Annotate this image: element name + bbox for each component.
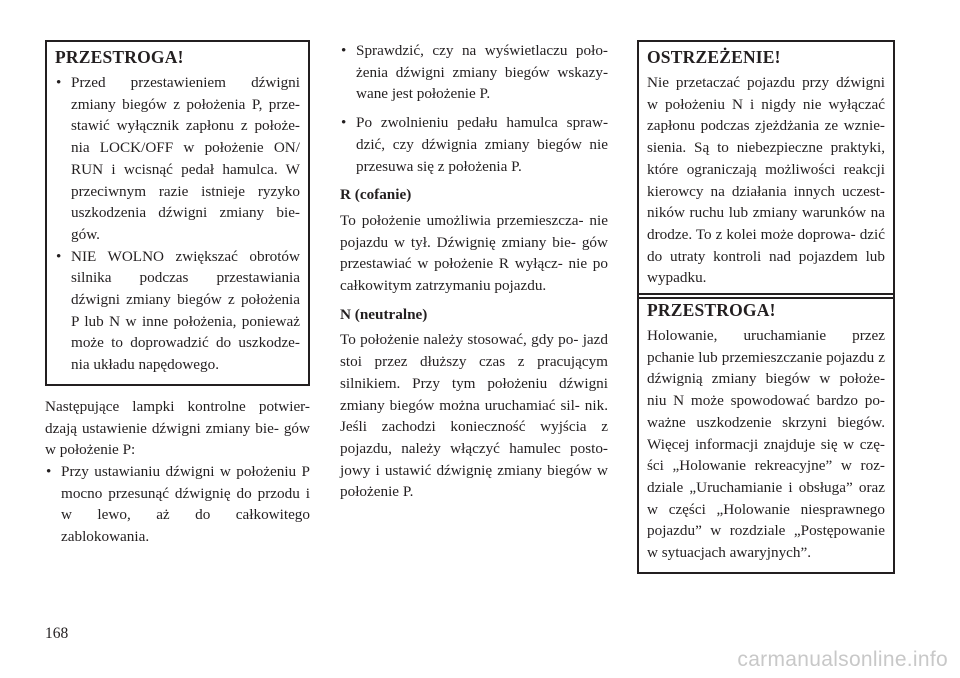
bullet-icon: •	[56, 247, 62, 265]
column-left	[45, 40, 310, 548]
column-middle	[340, 40, 608, 503]
bullet-icon: •	[56, 74, 62, 91]
list-item-text: Przed przestawieniem dźwigni zmiany biegów z położenia P, prze- stawić wyłącznik zapłonu z położe- nia LOCK/OFF w położenie ON/ RUN i wcisnąć pedał hamulca. W przeciwnym razie istnieje ryzyko uszkodzenia dźwigni zmiany bie- gów.	[71, 74, 300, 243]
caution-text: Holowanie, uruchamianie przez pchanie lub przemieszczanie pojazdu z dźwignią zmiany biegów w położe- niu N może spowodować bardzo po- ważne uszkodzenie skrzyni biegów. Więcej informacji znajduje się w czę- ści „Holowanie rekreacyjne” w roz- dziale „Uruchamianie i obsługa” oraz w części „Holowanie niesprawnego pojazdu” w rozdziale „Postępowanie w sytuacjach awaryjnych”.	[647, 327, 885, 562]
warning-box	[637, 40, 895, 299]
list-item	[340, 112, 608, 177]
warning-text: Nie przetaczać pojazdu przy dźwigni w położeniu N i nigdy nie wyłączać zapłonu podczas zjeżdżania ze wznie- sienia. Są to niebezpieczne praktyki, które ograniczają możliwości reakcji kierowcy na działania innych uczest- ników ruchu lub zmiany warunków na drodze. To z kolei może doprowa- dzić do utraty kontroli nad pojazdem lub wypadku.	[647, 74, 885, 287]
bullet-icon: •	[341, 42, 347, 59]
list-item-text: Przy ustawianiu dźwigni w położeniu P mocno przesunąć dźwignię do przodu i w lewo, aż do całkowitego zablokowania.	[61, 462, 310, 546]
page-number: 168	[45, 625, 69, 642]
bullet-list	[45, 461, 310, 548]
list-item	[340, 40, 608, 105]
bullet-list	[340, 40, 608, 177]
caution-list	[55, 72, 300, 376]
list-item-text: NIE WOLNO zwiększać obrotów silnika podczas przestawiania dźwigni zmiany biegów z położenia P lub N w inne położenia, ponieważ może to doprowadzić do uszkodze- nia układu napędowego.	[71, 247, 300, 374]
list-item	[55, 72, 300, 246]
watermark: carmanualsonline.info	[737, 648, 948, 671]
column-right	[637, 40, 895, 562]
list-item	[55, 246, 300, 376]
bullet-icon: •	[341, 114, 347, 132]
list-item-text: Sprawdzić, czy na wyświetlaczu poło- żenia dźwigni zmiany biegów wskazy- wane jest położenie P.	[356, 42, 608, 103]
reverse-paragraph: To położenie umożliwia przemieszcza- nie pojazdu w tył. Dźwignię zmiany bie- gów przestawiać w położenie R wyłącz- nie po całkowitym zatrzymaniu pojazdu.	[340, 211, 608, 295]
caution-title: PRZESTROGA!	[55, 47, 184, 67]
bullet-icon: •	[46, 462, 52, 480]
list-item	[45, 461, 310, 548]
section-heading-reverse: R (cofanie)	[340, 186, 412, 204]
caution-box	[45, 40, 310, 386]
warning-title: OSTRZEŻENIE!	[647, 47, 781, 67]
section-heading-neutral: N (neutralne)	[340, 305, 428, 323]
neutral-paragraph: To położenie należy stosować, gdy po- jazd stoi przez dłuższy czas z pracującym silnikiem. Przy tym położeniu dźwigni zmiany biegów można uruchamiać sil- nik. Jeśli zachodzi konieczność wyjścia z pojazdu, należy włączyć hamulec posto- jowy i ustawić dźwignię zmiany biegów w położenie P.	[340, 331, 608, 501]
indicator-paragraph: Następujące lampki kontrolne potwier- dzają ustawienie dźwigni zmiany bie- gów w położenie P:	[45, 397, 310, 459]
caution-title: PRZESTROGA!	[647, 300, 776, 320]
list-item-text: Po zwolnieniu pedału hamulca spraw- dzić, czy dźwignia zmiany biegów nie przesuwa się z położenia P.	[356, 114, 608, 175]
caution-box	[637, 293, 895, 574]
